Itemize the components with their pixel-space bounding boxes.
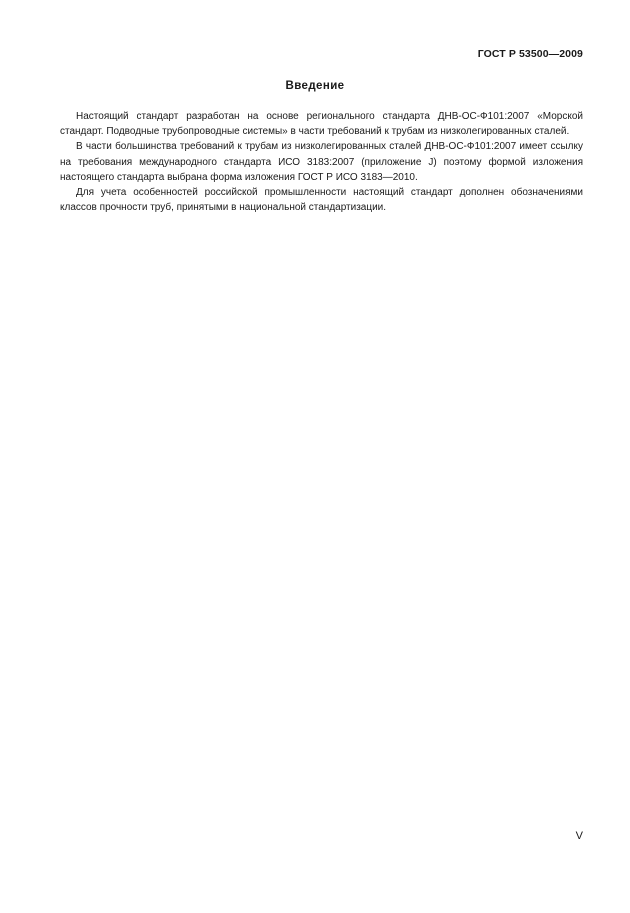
- section-body: [60, 109, 583, 215]
- paragraph: Настоящий стандарт разработан на основе регионального стандарта ДНВ-ОС-Ф101:2007 «Морской стандарт. Подводные трубопроводные системы» в части требований к трубам из низколегированных сталей.: [60, 111, 583, 138]
- section-title: Введение: [285, 80, 345, 92]
- page-number: V: [575, 830, 583, 842]
- paragraph: Для учета особенностей российской промышленности настоящий стандарт дополнен обозначениями классов прочности труб, принятыми в национальной стандартизации.: [60, 187, 583, 214]
- document-code: ГОСТ Р 53500—2009: [477, 48, 583, 60]
- paragraph: В части большинства требований к трубам из низколегированных сталей ДНВ-ОС-Ф101:2007 имеет ссылку на требования международного стандарта ИСО 3183:2007 (приложение J) поэтому формой изложения настоящего стандарта выбрана форма изложения ГОСТ Р ИСО 3183—2010.: [60, 141, 583, 183]
